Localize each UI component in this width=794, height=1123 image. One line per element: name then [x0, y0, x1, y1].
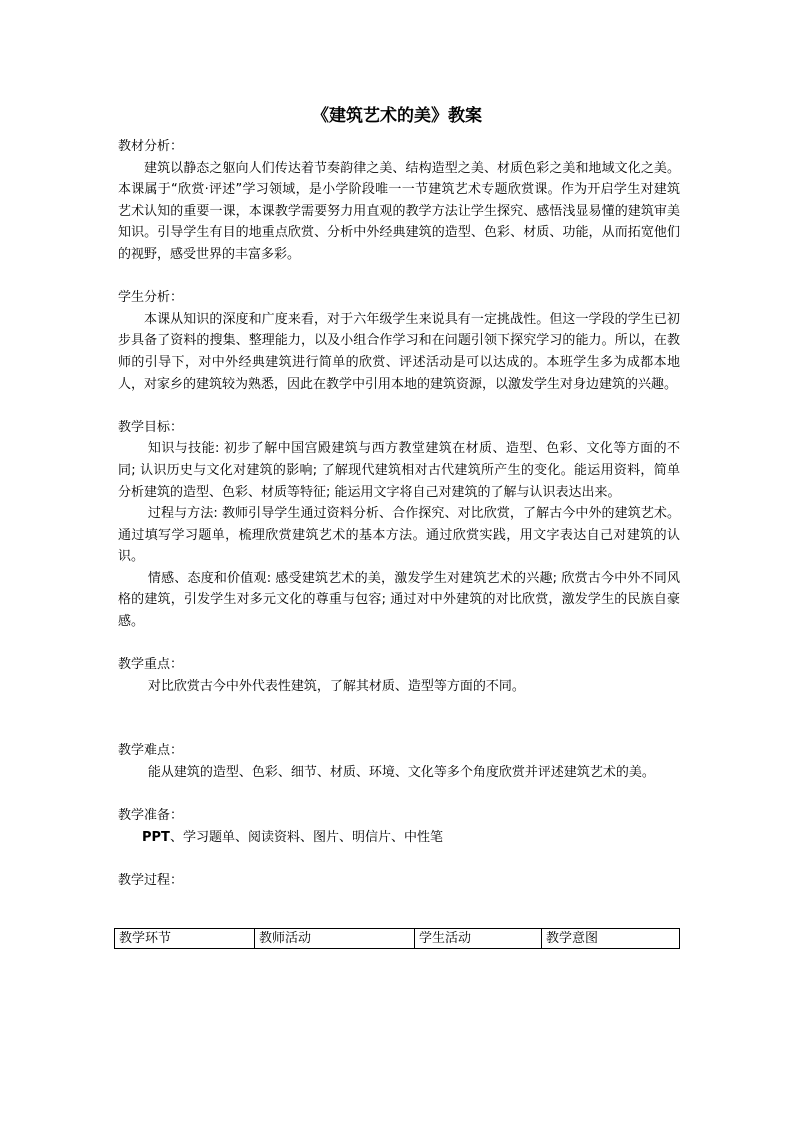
heading-goals: 教学目标：	[118, 419, 184, 435]
table-header-cell: 学生活动	[415, 929, 542, 949]
table-header-cell: 教学意图	[542, 929, 680, 949]
heading-preparation: 教学准备：	[118, 808, 184, 824]
table-header-cell: 教学环节	[115, 929, 255, 949]
goal-emotion-values: 情感、态度和价值观: 感受建筑艺术的美，激发学生对建筑艺术的兴趣; 欣赏古今中外不同风格的建筑，引发学生对多元文化的尊重与包容; 通过对中外建筑的对比欣赏，激发学生的民族自豪感。	[118, 570, 680, 630]
preparation-ppt: PPT	[142, 829, 170, 845]
preparation-materials: 、学习题单、阅读资料、图片、明信片、中性笔	[169, 829, 443, 845]
paragraph-student: 本课从知识的深度和广度来看，对于六年级学生来说具有一定挑战性。但这一学段的学生已初步具备了资料的搜集、整理能力，以及小组合作学习和在问题引领下探究学习的能力。所以，在教师的引导下，对中外经典建筑进行简单的欣赏、评述活动是可以达成的。本班学生多为成都本地人，对家乡的建筑较为熟悉，因此在教学中引用本地的建筑资源，以激发学生对身边建筑的兴趣。	[118, 311, 680, 392]
preparation-line	[118, 827, 680, 849]
heading-difficulties: 教学难点：	[118, 743, 184, 759]
heading-student: 学生分析：	[118, 290, 184, 306]
table-header-row	[115, 929, 680, 949]
paragraph-material: 建筑以静态之躯向人们传达着节奏韵律之美、结构造型之美、材质色彩之美和地域文化之美。本课属于“欣赏·评述”学习领域，是小学阶段唯一一节建筑艺术专题欣赏课。作为开启学生对建筑艺术认知的重要一课，本课教学需要努力用直观的教学方法让学生探究、感悟浅显易懂的建筑审美知识。引导学生有目的地重点欣赏、分析中外经典建筑的造型、色彩、材质、功能，从而拓宽他们的视野，感受世界的丰富多彩。	[118, 160, 680, 262]
heading-material: 教材分析：	[118, 139, 184, 154]
heading-process: 教学过程：	[118, 873, 184, 888]
document-body	[118, 136, 680, 892]
goal-process-methods: 过程与方法: 教师引导学生通过资料分析、合作探究、对比欣赏，了解古今中外的建筑艺术。通过填写学习题单，梳理欣赏建筑艺术的基本方法。通过欣赏实践，用文字表达自己对建筑的认识。	[118, 506, 680, 565]
paragraph-difficulties: 能从建筑的造型、色彩、细节、材质、环境、文化等多个角度欣赏并评述建筑艺术的美。	[147, 765, 655, 781]
goal-knowledge-skills: 知识与技能: 初步了解中国宫殿建筑与西方教堂建筑在材质、造型、色彩、文化等方面的不同; 认识历史与文化对建筑的影响; 了解现代建筑相对古代建筑所产生的变化。能运用资料，简单分析建筑的造型、色彩、材质等特征; 能运用文字将自己对建筑的了解与认识表达出来。	[118, 441, 680, 500]
document-title: 《建筑艺术的美》教案	[312, 106, 482, 126]
table-header-cell: 教师活动	[255, 929, 415, 949]
paragraph-key-points: 对比欣赏古今中外代表性建筑，了解其材质、造型等方面的不同。	[147, 678, 525, 694]
process-table	[114, 928, 680, 949]
heading-key-points: 教学重点：	[118, 657, 184, 673]
